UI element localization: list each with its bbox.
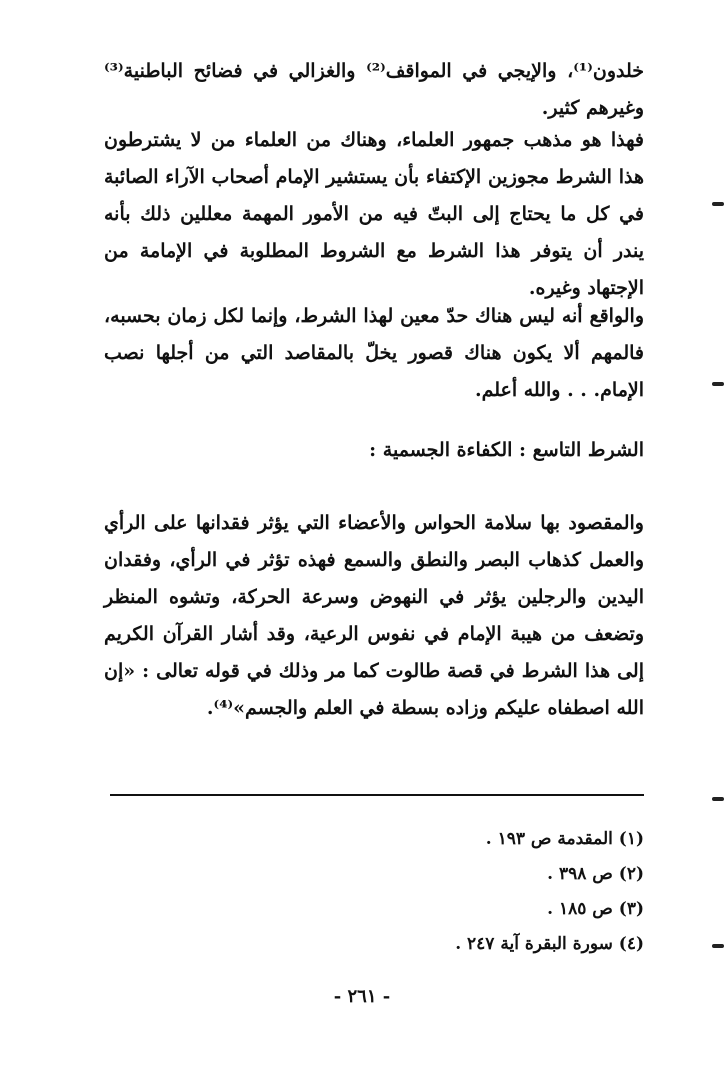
edge-mark bbox=[712, 944, 724, 948]
paragraph-text: خلدون⁽¹⁾، والإيجي في المواقف⁽²⁾ والغزالي في فضائح الباطنية⁽³⁾ وغيرهم كثير. bbox=[104, 60, 645, 119]
paragraph-majority-opinion bbox=[104, 122, 644, 307]
edge-mark bbox=[712, 202, 724, 206]
footnote-2: (٢) ص ٣٩٨ . bbox=[547, 864, 644, 884]
section-heading bbox=[104, 432, 644, 469]
heading-text: الشرط التاسع : الكفاءة الجسمية : bbox=[369, 439, 644, 461]
paragraph-text: والواقع أنه ليس هناك حدّ معين لهذا الشرط، وإنما لكل زمان بحسبه، فالمهم ألا يكون هناك قصور يخلّ بالمقاصد التي من أجلها نصب الإمام. . . والله أعلم. bbox=[104, 305, 644, 401]
footnote-4: (٤) سورة البقرة آية ٢٤٧ . bbox=[455, 934, 644, 954]
page-number: - ٢٦١ - bbox=[333, 986, 391, 1007]
paragraph-reality bbox=[104, 298, 644, 409]
footnote-3: (٣) ص ١٨٥ . bbox=[547, 899, 644, 919]
edge-mark bbox=[712, 797, 724, 801]
paragraph-text: فهذا هو مذهب جمهور العلماء، وهناك من العلماء من لا يشترطون هذا الشرط مجوزين الإكتفاء بأن يستشير الإمام أصحاب الآراء الصائبة في كل ما يحتاج إلى البتّ فيه من الأمور المهمة معللين ذلك بأنه يندر أن يتوفر هذا الشرط مع الشروط المطلوبة في الإمامة من الإجتهاد وغيره. bbox=[104, 129, 644, 299]
paragraph-continuation bbox=[104, 53, 644, 127]
paragraph-text: والمقصود بها سلامة الحواس والأعضاء التي يؤثر فقدانها على الرأي والعمل كذهاب البصر والنطق والسمع فهذه تؤثر في الرأي، وفقدان اليدين والرجلين يؤثر في النهوض وسرعة الحركة، وتشوه المنظر وتضعف من هيبة الإمام في نفوس الرعية، وقد أشار القرآن الكريم إلى هذا الشرط في قصة طالوت كما مر وذلك في قوله تعالى : «إن الله اصطفاه عليكم وزاده بسطة في العلم والجسم»⁽⁴⁾. bbox=[104, 512, 644, 719]
footnote-1: (١) المقدمة ص ١٩٣ . bbox=[485, 829, 644, 849]
paragraph-physical-fitness bbox=[104, 505, 644, 727]
footnote-divider bbox=[110, 794, 644, 796]
edge-mark bbox=[712, 382, 724, 386]
footnotes bbox=[300, 822, 644, 962]
